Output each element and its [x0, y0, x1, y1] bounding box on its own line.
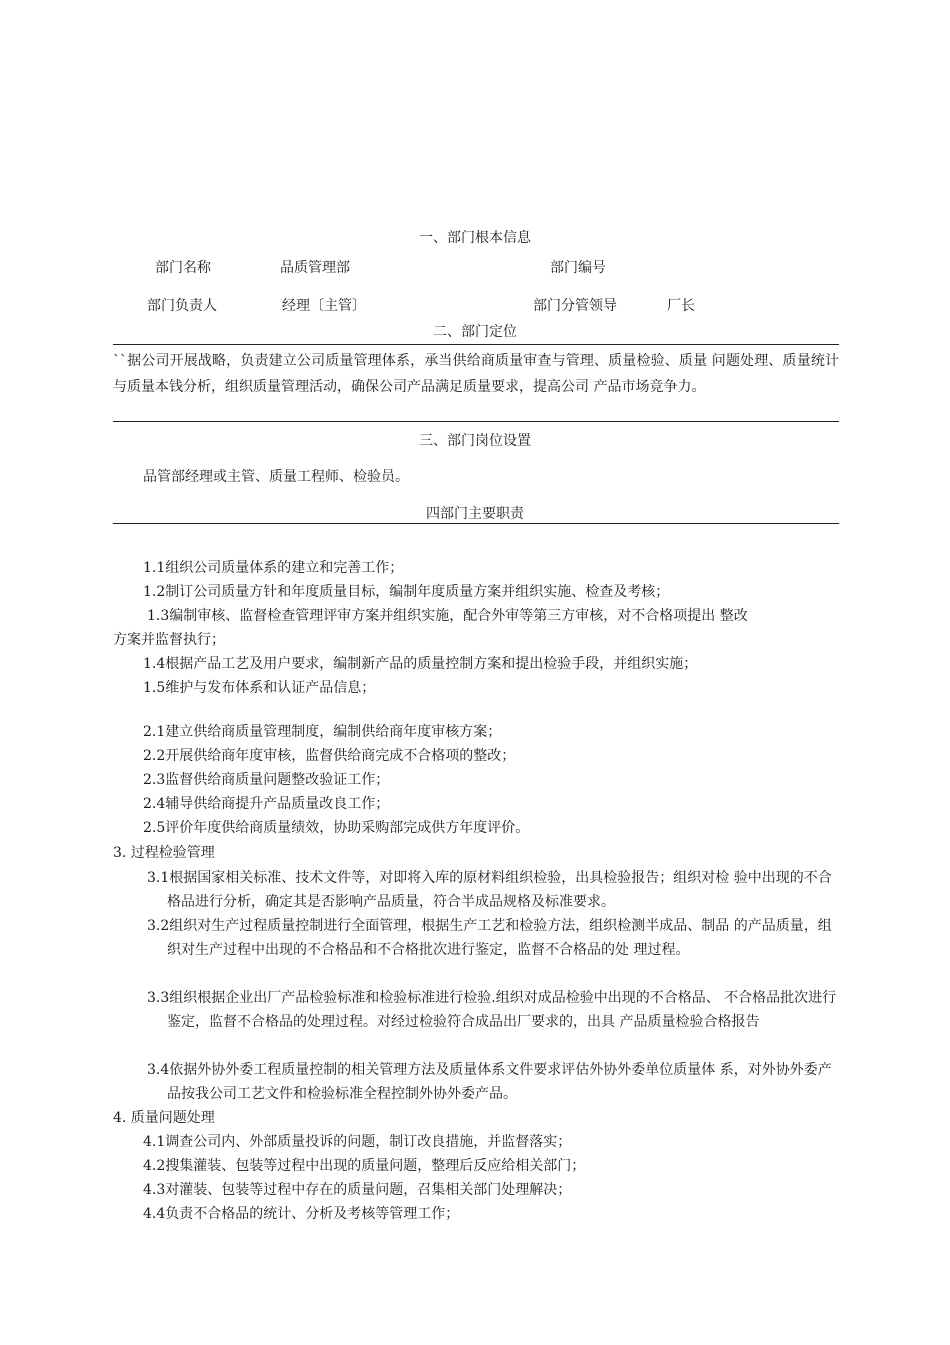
list-item: 1.3编制审核、监督检查管理评审方案并组织实施，配合外审等第三方审核，对不合格项提出 整改: [147, 608, 748, 624]
dept-leader-value: 厂长: [667, 298, 695, 314]
dept-head-label: 部门负责人: [147, 298, 217, 314]
dept-name-value: 品质管理部: [280, 260, 350, 276]
dept-code-label: 部门编号: [550, 260, 606, 276]
dept-leader-label: 部门分管领导: [533, 298, 617, 314]
list-item: 方案并监督执行；: [113, 632, 225, 648]
list-item: 1.4根据产品工艺及用户要求，编制新产品的质量控制方案和提出检验手段，并组织实施；: [143, 656, 698, 672]
list-item: 3.4依据外协外委工程质量控制的相关管理方法及质量体系文件要求评估外协外委单位质量体 系，对外协外委产品按我公司工艺文件和检验标准全程控制外协外委产品。: [147, 1062, 832, 1102]
list-item: 2.5评价年度供给商质量绩效，协助采购部完成供方年度评价。: [143, 820, 530, 836]
list-item: 3.2组织对生产过程质量控制进行全面管理，根据生产工艺和检验方法，组织检测半成品、制品 的产品质量，组织对生产过程中出现的不合格品和不合格批次进行鉴定，监督不合格品的处 理过程。: [147, 918, 832, 958]
list-item: 3.1根据国家相关标准、技术文件等，对即将入库的原材料组织检验，出具检验报告；组织对检 验中出现的不合格品进行分析，确定其是否影响产品质量，符合半成品规格及标准要求。: [147, 870, 832, 910]
list-item: 3.3组织根据企业出厂产品检验标准和检验标准进行检验.组织对成品检验中出现的不合格品、 不合格品批次进行鉴定，监督不合格品的处理过程。对经过检验符合成品出厂要求的，出具 产品质量检验合格报告: [147, 990, 837, 1030]
list-item: 2.3监督供给商质量问题整改验证工作；: [143, 772, 390, 788]
divider: [113, 344, 839, 345]
list-item: 2.2开展供给商年度审核，监督供给商完成不合格项的整改；: [143, 748, 516, 764]
section-2-title: 二、部门定位: [433, 324, 517, 340]
dept-head-value: 经理〔主管〕: [282, 298, 366, 314]
list-item: 2.1建立供给商质量管理制度，编制供给商年度审核方案；: [143, 724, 502, 740]
positions-text: 品管部经理或主管、质量工程师、检验员。: [143, 469, 409, 485]
list-item: 1.5维护与发布体系和认证产品信息；: [143, 680, 376, 696]
section-1-title: 一、部门根本信息: [419, 230, 531, 246]
list-item: 2.4辅导供给商提升产品质量改良工作；: [143, 796, 390, 812]
positioning-text: ``据公司开展战略，负责建立公司质量管理体系，承当供给商质量审查与管理、质量检验、质量 问题处理、质量统计与质量本钱分析，组织质量管理活动，确保公司产品满足质量要求，提高公司 产品市场竞争力。: [113, 353, 839, 395]
list-item: 1.1组织公司质量体系的建立和完善工作；: [143, 560, 404, 576]
divider: [113, 421, 839, 422]
list-item: 4.2搜集灌装、包装等过程中出现的质量问题，整理后反应给相关部门；: [143, 1158, 586, 1174]
dept-name-label: 部门名称: [155, 260, 211, 276]
section-4-title: 四部门主要职责: [426, 506, 524, 522]
list-item: 1.2制订公司质量方针和年度质量目标，编制年度质量方案并组织实施、检查及考核；: [143, 584, 670, 600]
list-item: 4.1调查公司内、外部质量投诉的问题，制订改良措施，并监督落实；: [143, 1134, 572, 1150]
section-3-title: 三、部门岗位设置: [419, 433, 531, 449]
list-item: 4.4负责不合格品的统计、分析及考核等管理工作；: [143, 1206, 460, 1222]
group-4-title: 4. 质量问题处理: [113, 1110, 215, 1126]
divider: [113, 523, 839, 524]
list-item: 4.3对灌装、包装等过程中存在的质量问题，召集相关部门处理解决；: [143, 1182, 572, 1198]
group-3-title: 3. 过程检验管理: [113, 845, 215, 861]
